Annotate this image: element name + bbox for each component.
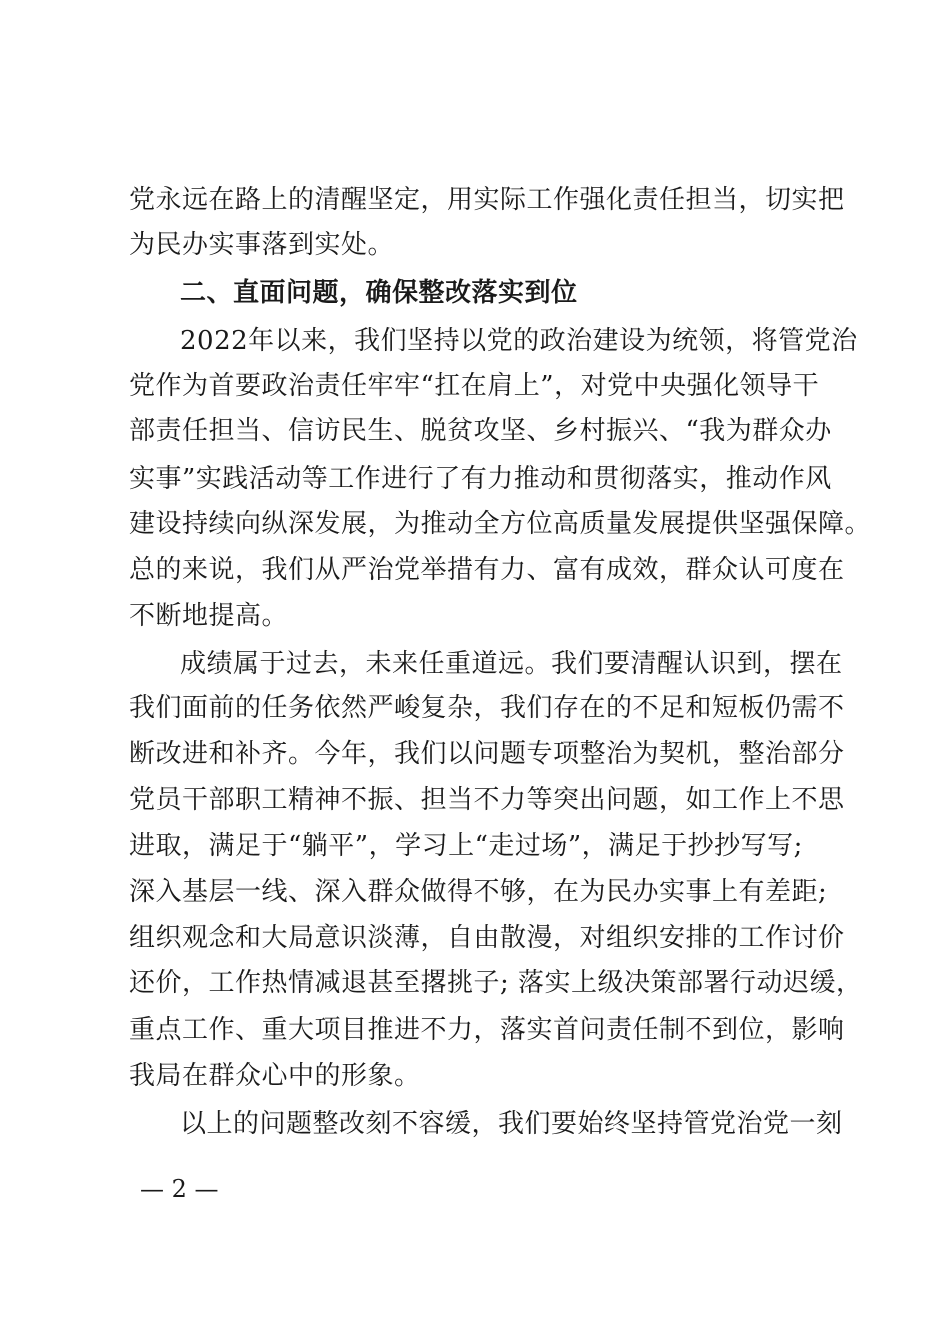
body-text-line: 建设持续向纵深发展，为推动全方位高质量发展提供坚强保障。 <box>129 509 872 539</box>
body-text-line: 以上的问题整改刻不容缓，我们要始终坚持管党治党一刻 <box>180 1109 843 1139</box>
body-text-line: 成绩属于过去，未来任重道远。我们要清醒认识到，摆在 <box>180 649 843 679</box>
body-text-line: 党员干部职工精神不振、担当不力等突出问题，如工作上不思 <box>129 785 845 815</box>
body-text-line: 还价，工作热情减退甚至撂挑子; 落实上级决策部署行动迟缓， <box>129 968 863 998</box>
body-text-line: 2022年以来，我们坚持以党的政治建设为统领，将管党治 <box>180 326 858 356</box>
body-text-line: 断改进和补齐。今年，我们以问题专项整治为契机，整治部分 <box>129 739 845 769</box>
body-text-line: 党作为首要政治责任牢牢“扛在肩上”，对党中央强化领导干 <box>129 371 820 401</box>
body-text-line: 组织观念和大局意识淡薄，自由散漫，对组织安排的工作讨价 <box>129 923 845 953</box>
page-number: — 2 — <box>140 1175 219 1203</box>
body-text-line: 实事”实践活动等工作进行了有力推动和贯彻落实，推动作风 <box>129 464 832 494</box>
body-text-line: 党永远在路上的清醒坚定，用实际工作强化责任担当，切实把 <box>129 185 845 215</box>
section-heading: 二、直面问题，确保整改落实到位 <box>180 278 578 308</box>
body-text-line: 为民办实事落到实处。 <box>129 230 395 260</box>
body-text-line: 部责任担当、信访民生、脱贫攻坚、乡村振兴、“我为群众办 <box>129 416 832 446</box>
body-text-line: 进取，满足于“躺平”，学习上“走过场”，满足于抄抄写写; <box>129 831 803 861</box>
body-text-line: 不断地提高。 <box>129 601 289 631</box>
body-text-line: 总的来说，我们从严治党举措有力、富有成效，群众认可度在 <box>129 555 845 585</box>
body-text-line: 我局在群众心中的形象。 <box>129 1061 421 1091</box>
body-text-line: 深入基层一线、深入群众做得不够，在为民办实事上有差距; <box>129 877 828 907</box>
body-text-line: 重点工作、重大项目推进不力，落实首问责任制不到位，影响 <box>129 1015 845 1045</box>
body-text-line: 我们面前的任务依然严峻复杂，我们存在的不足和短板仍需不 <box>129 693 845 723</box>
